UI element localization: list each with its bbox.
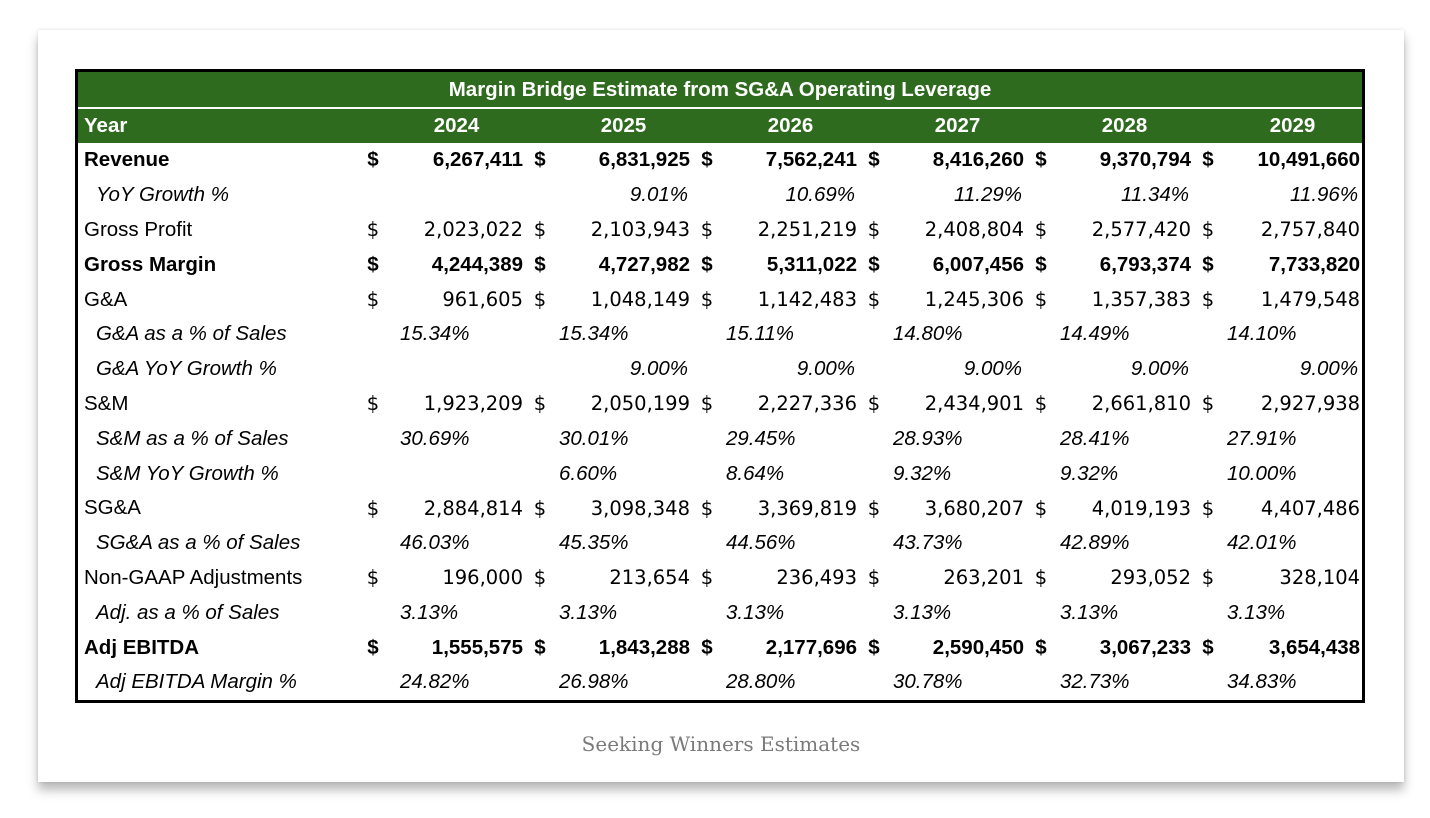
year-header: 2029 (1223, 108, 1362, 143)
currency-symbol: $ (867, 566, 881, 590)
table-row (78, 421, 1362, 456)
table-row (78, 630, 1362, 665)
percent-cell: 32.73% (1060, 670, 1130, 694)
percent-cell: 8.64% (726, 461, 785, 485)
value-cell: 2,434,901 (924, 392, 1024, 416)
percent-cell: 11.96% (1290, 183, 1359, 207)
currency-symbol: $ (1201, 218, 1215, 242)
percent-cell: 28.80% (726, 670, 796, 694)
value-cell: 2,577,420 (1091, 218, 1191, 242)
percent-cell: 9.00% (1130, 357, 1189, 381)
percent-cell: 28.93% (893, 426, 963, 450)
currency-symbol: $ (533, 218, 547, 242)
percent-cell: 14.49% (1060, 322, 1130, 346)
value-cell: 4,727,982 (598, 252, 690, 276)
value-cell: 293,052 (1110, 566, 1191, 590)
value-cell: 1,142,483 (757, 288, 857, 312)
currency-symbol: $ (1202, 635, 1214, 659)
value-cell: 1,479,548 (1260, 288, 1361, 312)
currency-symbol: $ (868, 635, 880, 659)
percent-cell: 46.03% (400, 531, 470, 555)
value-cell: 5,311,022 (766, 252, 857, 276)
currency-symbol: $ (701, 148, 713, 172)
table-row (78, 213, 1362, 248)
percent-cell: 43.73% (893, 531, 963, 555)
currency-symbol: $ (868, 148, 880, 172)
value-cell: 961,605 (442, 288, 523, 312)
value-cell: 8,416,260 (932, 148, 1024, 172)
value-cell: 1,555,575 (431, 635, 523, 659)
percent-cell: 29.45% (726, 426, 796, 450)
value-cell: 2,103,943 (590, 218, 690, 242)
percent-cell (358, 352, 525, 387)
value-cell: 4,244,389 (431, 252, 523, 276)
value-cell: 7,562,241 (765, 148, 857, 172)
table-row (78, 317, 1362, 352)
currency-symbol: $ (367, 635, 379, 659)
percent-cell: 44.56% (726, 531, 796, 555)
percent-cell: 3.13% (559, 600, 618, 624)
table-title: Margin Bridge Estimate from SG&A Operating Leverage (78, 72, 1362, 108)
percent-cell: 30.69% (400, 426, 470, 450)
currency-symbol: $ (1034, 566, 1048, 590)
table-row (78, 282, 1362, 317)
percent-cell: 15.11% (726, 322, 795, 346)
row-label: YoY Growth % (96, 183, 229, 207)
table-row (78, 387, 1362, 422)
percent-cell: 15.34% (400, 322, 470, 346)
row-label: Non-GAAP Adjustments (84, 565, 303, 589)
value-cell: 1,357,383 (1091, 288, 1191, 312)
currency-symbol: $ (1034, 392, 1048, 416)
value-cell: 1,245,306 (924, 288, 1024, 312)
year-header-label: Year (78, 108, 358, 143)
currency-symbol: $ (1201, 392, 1215, 416)
value-cell: 2,050,199 (590, 392, 690, 416)
percent-cell: 11.34% (1120, 183, 1189, 207)
percent-cell: 9.00% (1299, 357, 1359, 381)
currency-symbol: $ (1034, 218, 1048, 242)
currency-symbol: $ (366, 218, 380, 242)
currency-symbol: $ (1201, 496, 1215, 520)
row-label: SG&A (84, 496, 141, 520)
value-cell: 3,067,233 (1099, 635, 1191, 659)
currency-symbol: $ (867, 392, 881, 416)
percent-cell: 30.78% (893, 670, 963, 694)
value-cell: 3,369,819 (757, 496, 857, 520)
year-header: 2027 (889, 108, 1026, 143)
value-cell: 328,104 (1279, 566, 1361, 590)
percent-cell: 30.01% (559, 426, 629, 450)
year-header: 2026 (722, 108, 859, 143)
percent-cell: 42.01% (1227, 531, 1297, 555)
currency-symbol: $ (700, 218, 714, 242)
percent-cell: 27.91% (1227, 426, 1297, 450)
value-cell: 2,251,219 (757, 218, 857, 242)
currency-symbol: $ (367, 252, 379, 276)
currency-symbol: $ (1035, 252, 1047, 276)
value-cell: 263,201 (943, 566, 1024, 590)
value-cell: 7,733,820 (1268, 252, 1361, 276)
value-cell: 2,927,938 (1260, 392, 1361, 416)
value-cell: 2,590,450 (932, 635, 1024, 659)
currency-symbol: $ (700, 496, 714, 520)
value-cell: 4,019,193 (1091, 496, 1191, 520)
value-cell: 2,023,022 (423, 218, 523, 242)
value-cell: 1,923,209 (423, 392, 523, 416)
percent-cell (358, 456, 525, 491)
percent-cell: 9.00% (963, 357, 1022, 381)
value-cell: 6,007,456 (932, 252, 1024, 276)
percent-cell: 10.69% (785, 183, 855, 207)
percent-cell: 3.13% (1060, 600, 1119, 624)
percent-cell: 28.41% (1060, 426, 1130, 450)
percent-cell: 9.32% (893, 461, 952, 485)
currency-symbol: $ (1202, 148, 1214, 172)
value-cell: 3,654,438 (1268, 635, 1361, 659)
value-cell: 6,793,374 (1099, 252, 1191, 276)
currency-symbol: $ (867, 288, 881, 312)
value-cell: 2,661,810 (1091, 392, 1191, 416)
currency-symbol: $ (366, 288, 380, 312)
table-row (78, 595, 1362, 630)
currency-symbol: $ (1034, 496, 1048, 520)
row-label: Adj EBITDA (84, 635, 200, 659)
currency-symbol: $ (700, 392, 714, 416)
table-row (78, 143, 1362, 178)
percent-cell: 3.13% (893, 600, 952, 624)
table-row (78, 178, 1362, 213)
value-cell: 3,098,348 (590, 496, 690, 520)
currency-symbol: $ (366, 392, 380, 416)
percent-cell: 3.13% (726, 600, 785, 624)
value-cell: 196,000 (442, 566, 523, 590)
table-row (78, 665, 1362, 700)
currency-symbol: $ (367, 148, 379, 172)
percent-cell (358, 178, 525, 213)
currency-symbol: $ (533, 392, 547, 416)
value-cell: 1,843,288 (598, 635, 690, 659)
value-cell: 6,831,925 (598, 148, 690, 172)
percent-cell: 6.60% (559, 461, 618, 485)
percent-cell: 24.82% (400, 670, 470, 694)
row-label: Gross Profit (84, 217, 193, 241)
row-label: G&A as a % of Sales (96, 322, 287, 346)
value-cell: 4,407,486 (1260, 496, 1361, 520)
margin-bridge-table (75, 69, 1365, 703)
currency-symbol: $ (533, 566, 547, 590)
value-cell: 10,491,660 (1257, 148, 1361, 172)
value-cell: 6,267,411 (432, 148, 523, 172)
percent-cell: 26.98% (559, 670, 629, 694)
value-cell: 9,370,794 (1099, 148, 1191, 172)
currency-symbol: $ (534, 252, 546, 276)
value-cell: 3,680,207 (924, 496, 1024, 520)
currency-symbol: $ (867, 218, 881, 242)
year-header: 2028 (1056, 108, 1193, 143)
currency-symbol: $ (534, 148, 546, 172)
currency-symbol: $ (1035, 635, 1047, 659)
currency-symbol: $ (1201, 566, 1215, 590)
table-row (78, 561, 1362, 596)
table-title-row (78, 72, 1362, 108)
percent-cell: 11.29% (953, 183, 1022, 207)
percent-cell: 9.32% (1060, 461, 1119, 485)
currency-symbol: $ (533, 496, 547, 520)
table-row (78, 491, 1362, 526)
row-label: Adj. as a % of Sales (96, 600, 280, 624)
value-cell: 2,757,840 (1260, 218, 1361, 242)
currency-symbol: $ (701, 635, 713, 659)
table-row (78, 526, 1362, 561)
percent-cell: 15.34% (559, 322, 629, 346)
percent-cell: 42.89% (1060, 531, 1130, 555)
percent-cell: 9.00% (796, 357, 855, 381)
currency-symbol: $ (868, 252, 880, 276)
row-label: S&M as a % of Sales (96, 426, 289, 450)
table-row (78, 456, 1362, 491)
row-label: Revenue (84, 148, 170, 172)
percent-cell: 3.13% (400, 600, 459, 624)
row-label: G&A (84, 287, 128, 311)
percent-cell: 9.01% (629, 183, 688, 207)
currency-symbol: $ (867, 496, 881, 520)
percent-cell: 14.10% (1227, 322, 1297, 346)
value-cell: 2,227,336 (757, 392, 857, 416)
currency-symbol: $ (700, 288, 714, 312)
source-caption: Seeking Winners Estimates (581, 732, 861, 756)
percent-cell: 34.83% (1227, 670, 1297, 694)
year-header: 2025 (555, 108, 692, 143)
value-cell: 2,884,814 (423, 496, 523, 520)
currency-symbol: $ (533, 288, 547, 312)
percent-cell: 10.00% (1227, 461, 1297, 485)
value-cell: 213,654 (609, 566, 690, 590)
value-cell: 2,408,804 (924, 218, 1024, 242)
percent-cell: 14.80% (893, 322, 963, 346)
row-label: Gross Margin (84, 252, 217, 276)
year-header: 2024 (388, 108, 525, 143)
currency-symbol: $ (366, 496, 380, 520)
year-header-row (78, 108, 1362, 143)
value-cell: 1,048,149 (590, 288, 690, 312)
currency-symbol: $ (1034, 288, 1048, 312)
row-label: S&M YoY Growth % (96, 461, 279, 485)
currency-symbol: $ (1035, 148, 1047, 172)
percent-cell: 9.00% (629, 357, 688, 381)
currency-symbol: $ (534, 635, 546, 659)
currency-symbol: $ (366, 566, 380, 590)
table-row (78, 352, 1362, 387)
currency-symbol: $ (1202, 252, 1214, 276)
row-label: S&M (84, 391, 129, 415)
value-cell: 236,493 (776, 566, 857, 590)
percent-cell: 3.13% (1227, 600, 1286, 624)
figure-card (38, 30, 1404, 782)
percent-cell: 45.35% (559, 531, 629, 555)
row-label: G&A YoY Growth % (96, 357, 277, 381)
row-label: SG&A as a % of Sales (96, 531, 301, 555)
currency-symbol: $ (1201, 288, 1215, 312)
row-label: Adj EBITDA Margin % (96, 670, 297, 694)
table-row (78, 247, 1362, 282)
value-cell: 2,177,696 (765, 635, 857, 659)
currency-symbol: $ (701, 252, 713, 276)
currency-symbol: $ (700, 566, 714, 590)
